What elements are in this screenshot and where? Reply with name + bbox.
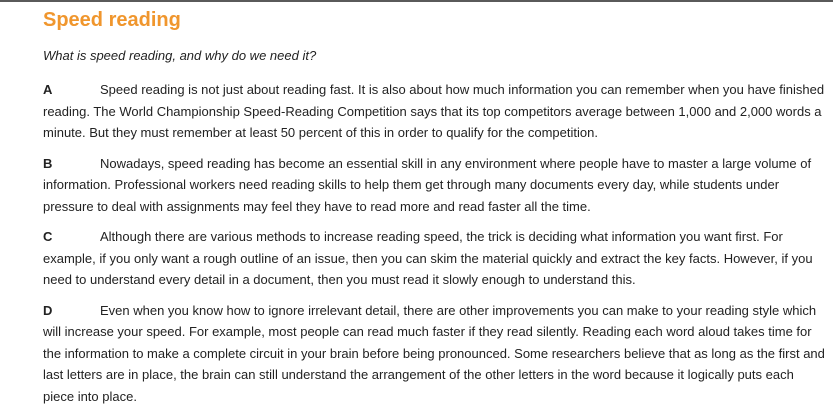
paragraph-letter: B (43, 155, 53, 171)
paragraph-letter: C (43, 229, 53, 244)
paragraph-letter: A (43, 82, 53, 97)
paragraph-text: Although there are various methods to increase reading speed, the trick is deciding what information you want first. For example, if you only want a rough outline of an issue, then you can skim the material quickly and extract the key facts. However, if you need to understand every detail in a document, then you must read it slowly enough to understand this. (43, 229, 813, 287)
top-divider (0, 0, 833, 2)
article-question: What is speed reading, and why do we need it? (43, 48, 317, 63)
paragraph-text: Speed reading is not just about reading fast. It is also about how much information you can remember when you have finished reading. The World Championship Speed-Reading Competition says that its top competitors average between 1,000 and 2,000 words a minute. But they must remember at least 50 percent of this in order to qualify for the competition. (43, 82, 825, 140)
paragraph-c (43, 226, 825, 291)
paragraph-a (43, 79, 825, 144)
paragraph-text: Nowadays, speed reading has become an essential skill in any environment where people have to master a large volume of information. Professional workers need reading skills to help them get through many documents every day, while students under pressure to deal with assignments may feel they have to read more and read faster all the time. (43, 155, 812, 214)
article-title: Speed reading (43, 9, 181, 31)
paragraph-letter: D (43, 302, 53, 318)
paragraph-b (43, 153, 825, 218)
article (43, 7, 825, 407)
paragraph-d (43, 300, 825, 408)
paragraph-text: Even when you know how to ignore irrelevant detail, there are other improvements you can make to your reading style which will increase your speed. For example, most people can read much faster if they read silently. Reading each word aloud takes time for the information to make a complete circuit in your brain before being pronounced. Some researchers believe that as long as the first and last letters are in place, the brain can still understand the arrangement of the other letters in the word because it logically puts each piece into place. (43, 302, 825, 404)
